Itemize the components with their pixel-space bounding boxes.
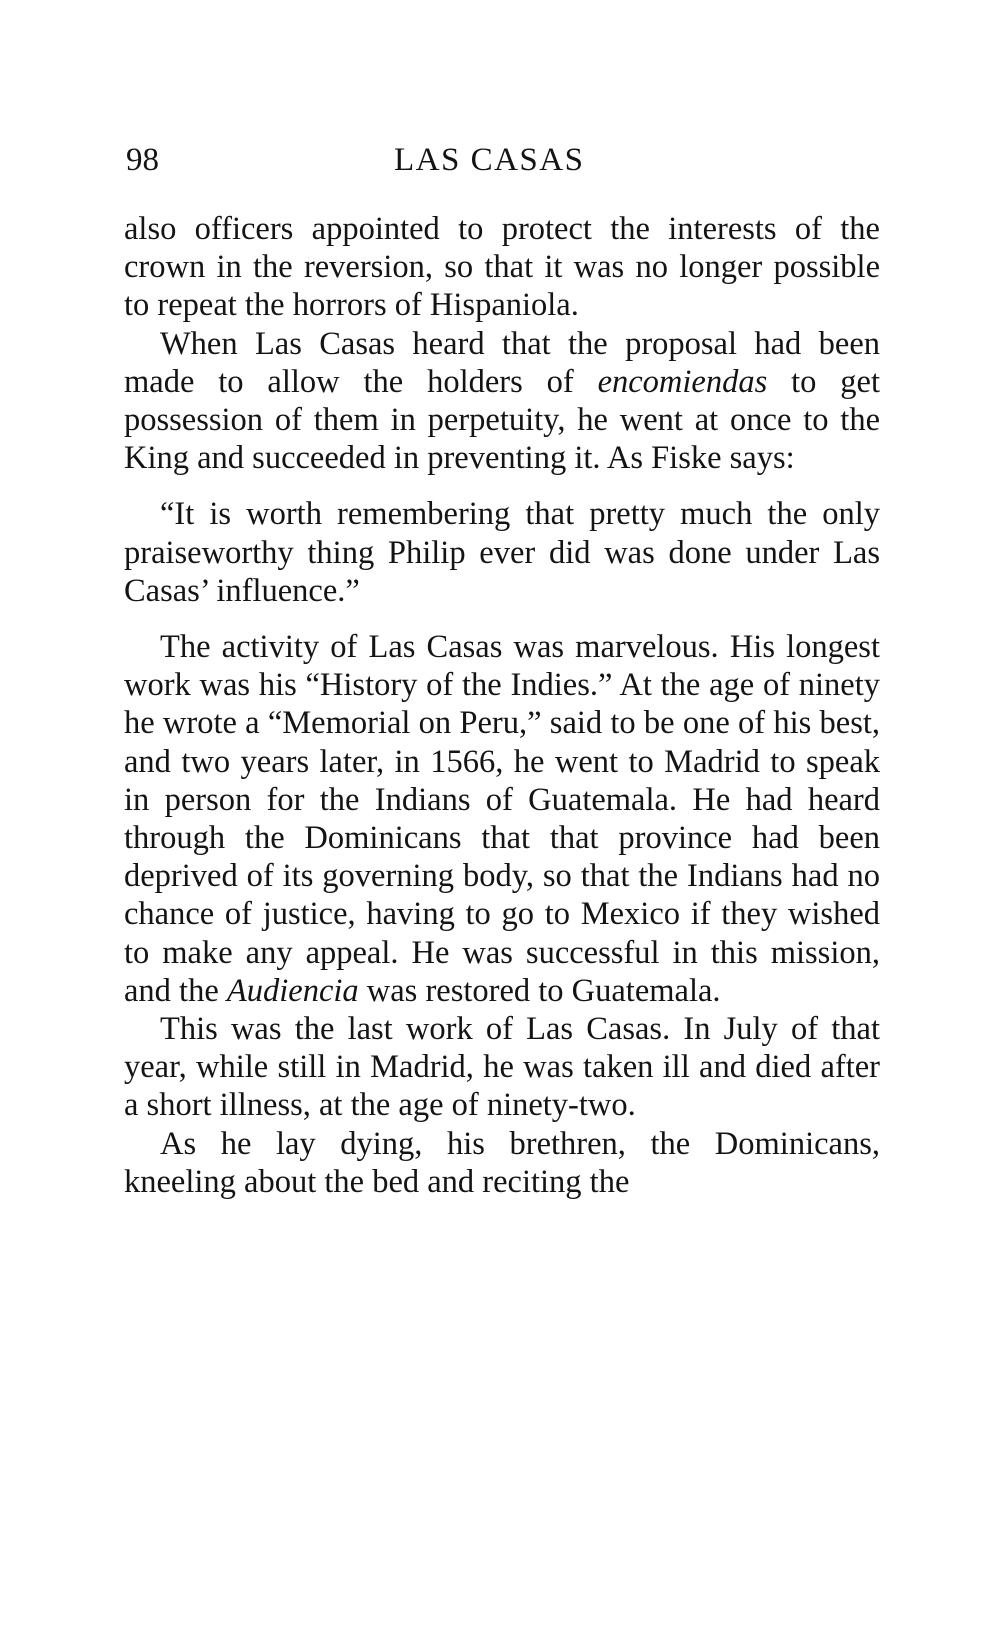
page-number: 98 xyxy=(126,142,159,178)
paragraph-encomiendas xyxy=(124,325,880,478)
paragraph-text: to get possession of them in perpetuity, he went at once to the King and succeeded in preventing it. As Fiske says: xyxy=(124,363,880,477)
paragraph-continued: also officers appointed to protect the interests of the crown in the reversion, so that it was no longer possible to repeat the horrors of Hispaniola. xyxy=(124,211,880,324)
paragraph-text: When Las Casas heard that the proposal had been made to allow the holders of xyxy=(124,325,880,400)
book-page xyxy=(124,138,880,1201)
paragraph-text: was restored to Guatemala. xyxy=(358,972,721,1009)
italic-term: encomiendas xyxy=(597,363,768,400)
paragraph-text: The activity of Las Casas was marvelous. His longest work was his “History of the Indies.” At the age of ninety he wrote a “Memorial on Peru,” said to be one of his best, and two years later, in 1566, he went to Madrid to speak in person for the Indians of Guatemala. He had heard through the Dominicans that that province had been deprived of its governing body, so that the Indians had no chance of justice, having to go to Mexico if they wished to make any appeal. He was successful in this mission, and the xyxy=(124,629,880,1009)
paragraph-activity xyxy=(124,628,880,1010)
fiske-quotation: “It is worth remembering that pretty much the only praiseworthy thing Philip ever did was done under Las Casas’ influence.” xyxy=(124,496,880,609)
running-head: LAS CASAS xyxy=(394,142,585,178)
italic-term: Audiencia xyxy=(226,972,359,1009)
paragraph-dying: As he lay dying, his brethren, the Dominicans, kneeling about the bed and reciting the xyxy=(124,1125,880,1200)
page-body xyxy=(124,210,880,1201)
page-header xyxy=(124,138,880,182)
paragraph-last-work: This was the last work of Las Casas. In July of that year, while still in Madrid, he was taken ill and died after a short illness, at the age of ninety-two. xyxy=(124,1011,880,1124)
